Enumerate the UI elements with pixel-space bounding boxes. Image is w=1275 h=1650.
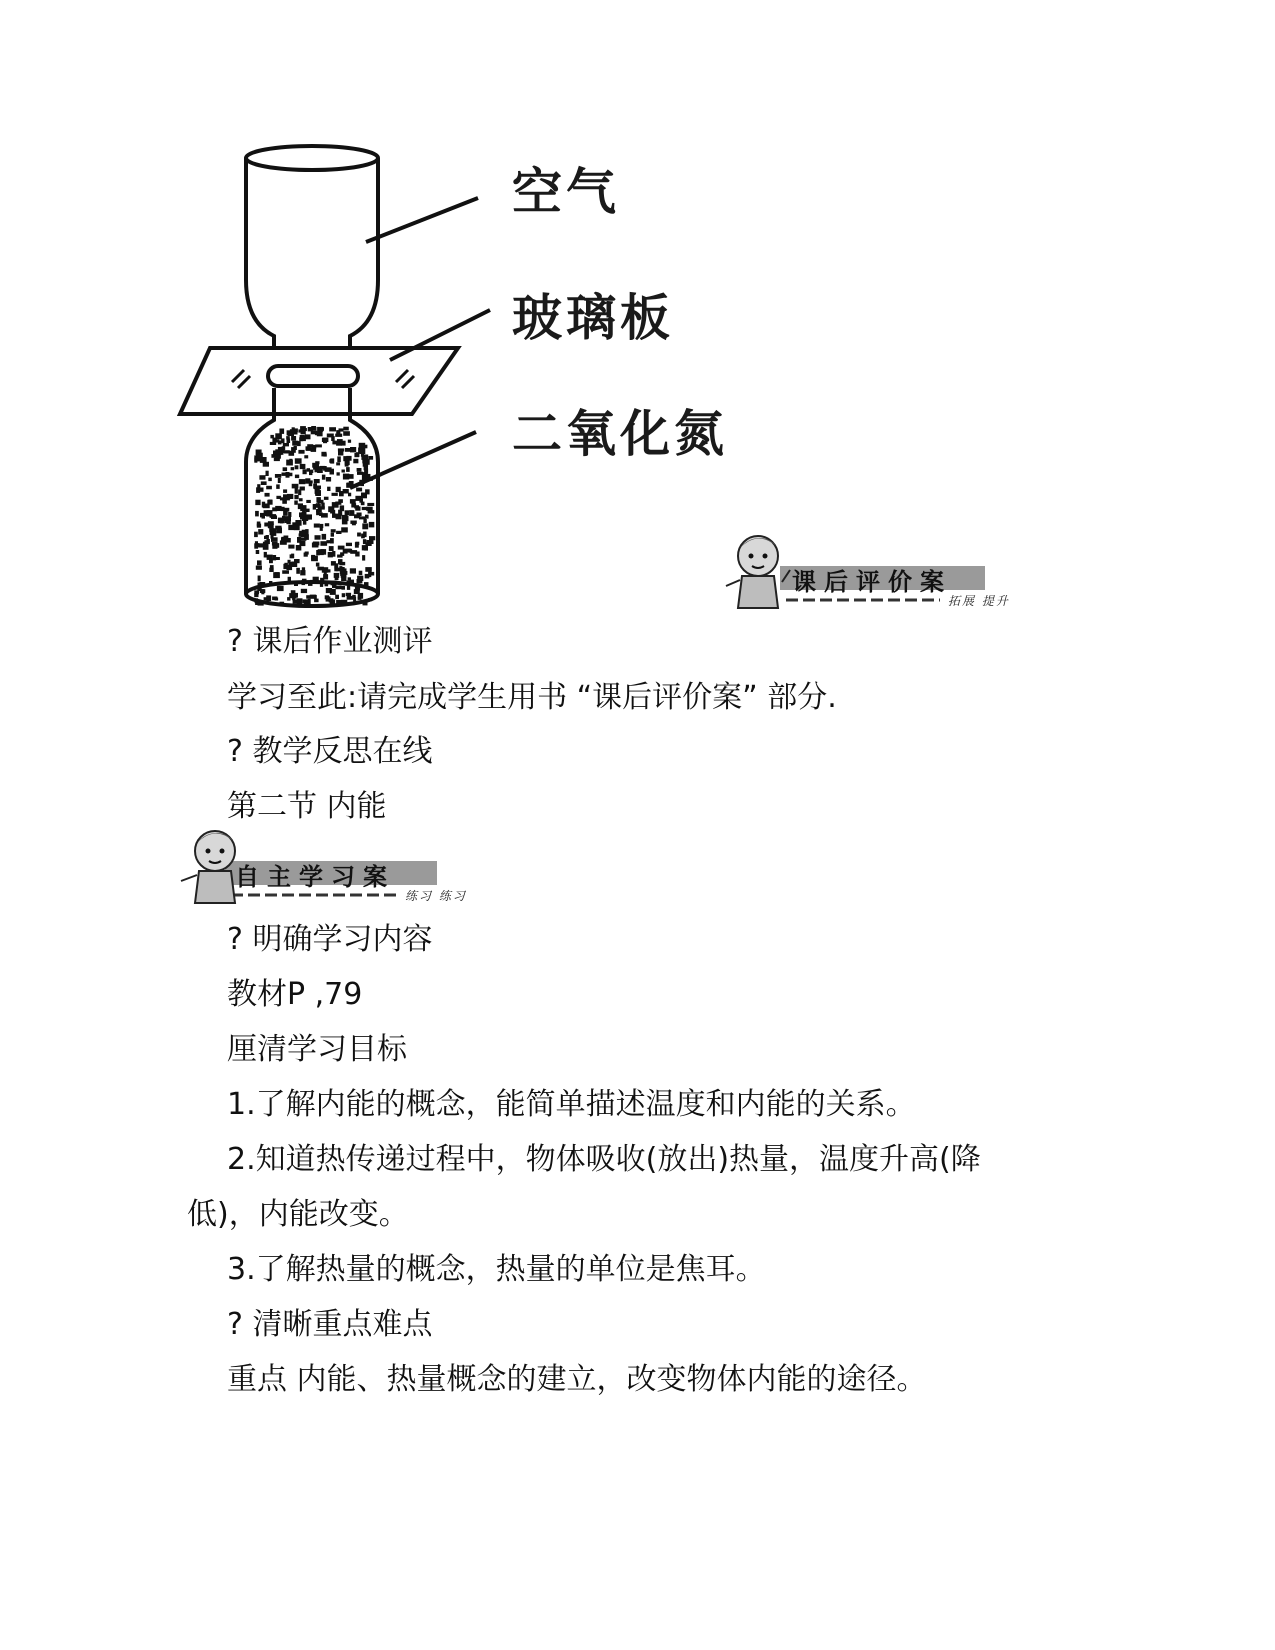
gas-particle [348, 440, 351, 443]
gas-particle [288, 577, 291, 583]
gas-particle [314, 483, 317, 489]
gas-particle [330, 589, 336, 595]
gas-particle [270, 442, 276, 445]
gas-particle [294, 495, 298, 499]
gas-particle [299, 498, 303, 501]
banner-self-study [175, 825, 485, 909]
gas-particle [363, 519, 366, 523]
gas-particle [282, 446, 286, 450]
gas-particle [292, 441, 298, 446]
gas-particle [335, 575, 339, 580]
gas-particle [266, 471, 269, 476]
gas-particle [323, 466, 327, 471]
bottles-diagram [170, 130, 770, 640]
gas-particle [336, 531, 341, 534]
gas-particle [320, 527, 323, 531]
gas-particle [327, 487, 330, 491]
gas-particle [274, 455, 281, 459]
gas-particle [292, 484, 299, 489]
gas-particle [271, 515, 277, 519]
gas-particle [255, 600, 259, 605]
gas-particle [273, 543, 279, 548]
gas-particle [357, 533, 361, 537]
heading-key-points: ? 清晰重点难点 [227, 1307, 433, 1342]
gas-particle [343, 431, 350, 436]
heading-teaching-reflection: ? 教学反思在线 [227, 734, 433, 769]
gas-particle [365, 489, 370, 494]
gas-particle [288, 545, 294, 549]
gas-particle [286, 436, 290, 440]
gas-particle [277, 586, 284, 591]
gas-particle [283, 467, 288, 471]
gas-particle [264, 552, 267, 558]
heading-learning-content: ? 明确学习内容 [227, 922, 433, 957]
gas-particle [283, 489, 287, 493]
gas-particle [352, 595, 356, 599]
banner-after-class [720, 530, 1030, 614]
gas-particle [255, 500, 260, 505]
gas-particle [275, 506, 281, 511]
gas-particle [362, 555, 365, 561]
goal-item-3: 3.了解热量的概念，热量的单位是焦耳。 [227, 1252, 766, 1287]
gas-particle [346, 467, 350, 472]
gas-particle [357, 579, 363, 583]
gas-particle [284, 563, 287, 567]
gas-particle [369, 522, 375, 528]
gas-particle [344, 571, 347, 575]
gas-particle [322, 567, 328, 573]
gas-particle [327, 434, 334, 438]
gas-particle [256, 566, 262, 570]
gas-particle [316, 510, 320, 515]
gas-particle [325, 523, 329, 526]
gas-particle [302, 580, 306, 585]
gas-particle [354, 505, 359, 508]
goal-item-1: 1.了解内能的概念，能简单描述温度和内能的关系。 [227, 1087, 916, 1122]
student-avatar-icon [181, 831, 235, 903]
gas-particle [300, 464, 306, 469]
gas-particle [305, 529, 308, 535]
heading-homework-assessment: ? 课后作业测评 [227, 624, 433, 659]
gas-particle [264, 540, 269, 544]
gas-particle [288, 433, 294, 436]
gas-particle [298, 547, 302, 551]
gas-particle [257, 560, 262, 565]
gas-particle [254, 532, 258, 537]
gas-particle [291, 436, 296, 441]
gas-particle [337, 555, 343, 558]
gas-particle [308, 427, 313, 431]
gas-particle [280, 602, 285, 606]
gas-particle [283, 443, 289, 446]
gas-particle [269, 558, 273, 563]
gas-particle [368, 598, 372, 601]
gas-particle [323, 438, 327, 444]
gas-particle [303, 469, 307, 474]
gas-particle [288, 512, 291, 517]
gas-particle [290, 429, 295, 433]
goal-item-2-continued: 低)，内能改变。 [187, 1197, 409, 1232]
gas-particle [340, 567, 345, 571]
gas-particle [283, 511, 288, 516]
gas-particle [331, 581, 337, 586]
gas-particle [288, 525, 294, 530]
gas-particle [355, 586, 360, 591]
gas-particle [335, 586, 341, 590]
gas-particle [321, 513, 328, 518]
gas-particle [346, 593, 351, 596]
gas-particle [358, 448, 362, 454]
gas-particle [282, 516, 285, 519]
gas-particle [257, 488, 264, 492]
gas-particle [268, 478, 272, 482]
gas-particle [272, 597, 277, 601]
gas-particle [320, 583, 323, 587]
gas-particle [350, 499, 356, 504]
gas-particle [298, 489, 301, 495]
gas-particle [286, 460, 293, 466]
gas-particle [324, 497, 329, 500]
banner-after-class-title: 课后评价案 [792, 568, 952, 596]
gas-particle [296, 568, 300, 574]
gas-particle [276, 528, 282, 534]
banner-self-study-subtitle: 练习 练习 [405, 889, 467, 903]
gas-particle [303, 599, 309, 603]
gas-particle [301, 589, 307, 593]
gas-particle [304, 553, 308, 557]
gas-particle [349, 510, 354, 516]
gas-particle [339, 428, 344, 431]
label-glass-plate: 玻璃板 [512, 289, 674, 347]
gas-particle [321, 503, 324, 508]
gas-particle [261, 481, 267, 485]
gas-particle [314, 479, 320, 483]
gas-particle [258, 583, 262, 587]
gas-particle [300, 570, 305, 575]
gas-particle [332, 514, 336, 518]
gas-particle [312, 543, 318, 547]
gas-particle [310, 595, 316, 599]
gas-particle [332, 441, 338, 445]
gas-particle [269, 568, 273, 572]
gas-particle [299, 531, 306, 536]
gas-particle [330, 459, 334, 463]
gas-particle [331, 529, 336, 532]
gas-particle [322, 534, 327, 540]
gas-particle [298, 450, 304, 454]
gas-particle [291, 467, 295, 470]
gas-particle [367, 503, 374, 506]
gas-particle [315, 490, 321, 496]
gas-particle [294, 501, 298, 505]
gas-particle [345, 510, 349, 515]
gas-particle [270, 435, 274, 439]
gas-particle [337, 456, 341, 462]
gas-particle [290, 554, 294, 558]
gas-particle [350, 447, 356, 452]
gas-particle [331, 533, 334, 537]
gas-particle [320, 541, 327, 546]
gas-particle [347, 580, 351, 583]
gas-particle [332, 493, 338, 496]
gas-particle [329, 546, 334, 551]
gas-particle [348, 493, 351, 497]
gas-particle [357, 513, 362, 517]
gas-particle [258, 576, 261, 582]
gas-particle [268, 500, 272, 505]
gas-particle [338, 450, 343, 456]
gas-particle [312, 427, 316, 431]
section-title: 第二节 内能 [227, 789, 387, 824]
gas-particle [323, 453, 326, 456]
gas-particle [304, 455, 308, 458]
gas-particle [338, 546, 345, 550]
textbook-reference: 教材P ,79 [227, 977, 363, 1012]
gas-particle [257, 522, 261, 527]
gas-particle [266, 535, 269, 539]
goal-item-2: 2.知道热传递过程中，物体吸收(放出)热量，温度升高(降 [227, 1142, 981, 1177]
gas-particle [259, 475, 265, 480]
gas-particle [332, 428, 336, 431]
gas-particle [362, 507, 368, 510]
banner-self-study-title: 自主学习案 [235, 863, 395, 891]
gas-particle [300, 435, 304, 441]
gas-particle [335, 595, 339, 599]
gas-particle [346, 543, 352, 546]
gas-particle [345, 549, 352, 553]
gas-particle [347, 586, 350, 590]
gas-particle [338, 559, 343, 564]
gas-particle [345, 460, 350, 465]
gas-particle [258, 543, 264, 547]
gas-particle [316, 563, 320, 567]
gas-particle [282, 500, 287, 504]
gas-particle [359, 571, 363, 575]
gas-particle [315, 432, 320, 435]
gas-particle [311, 448, 317, 452]
gas-particle [347, 474, 353, 479]
gas-particle [260, 589, 266, 593]
gas-particle [343, 515, 347, 519]
gas-particle [362, 523, 368, 529]
paragraph-instruction: 学习至此:请完成学生用书 “课后评价案” 部分. [227, 680, 837, 715]
gas-particle [269, 581, 272, 585]
gas-particle [336, 600, 342, 604]
gas-particle [300, 538, 306, 541]
gas-particle [271, 535, 274, 539]
gas-particle [342, 593, 345, 597]
gas-particle [291, 562, 297, 568]
gas-particle [275, 433, 282, 439]
gas-particle [315, 444, 322, 447]
gas-particle [276, 484, 280, 489]
gas-particle [364, 474, 370, 478]
gas-particle [315, 535, 321, 540]
gas-particle [281, 537, 287, 541]
gas-particle [288, 560, 291, 564]
gas-particle [274, 557, 280, 560]
gas-particle [275, 474, 281, 478]
gas-particle [365, 515, 369, 519]
gas-particle [282, 570, 289, 574]
gas-particle [364, 582, 369, 588]
gas-particle [292, 597, 295, 600]
gas-particle [342, 470, 345, 473]
gas-particle [357, 468, 362, 472]
gas-particle [370, 539, 374, 544]
key-points-text: 重点 内能、热量概念的建立，改变物体内能的途径。 [227, 1362, 927, 1397]
heading-learning-goals: 厘清学习目标 [227, 1032, 407, 1067]
gas-particle [318, 549, 324, 555]
gas-particle [329, 598, 334, 602]
gas-particle [314, 599, 319, 603]
gas-particle [306, 446, 311, 450]
gas-particle [328, 506, 334, 512]
gas-particle [336, 462, 340, 465]
gas-particle [322, 475, 326, 480]
gas-particle [273, 572, 280, 578]
gas-particle [268, 523, 272, 528]
gas-particle [266, 595, 271, 601]
gas-particle [287, 494, 293, 499]
gas-particle [306, 500, 311, 503]
gas-particle [265, 493, 270, 497]
gas-particle [348, 577, 351, 580]
gas-particle [316, 497, 321, 503]
gas-particle [295, 465, 299, 469]
gas-particle [352, 521, 356, 526]
gas-particle [310, 580, 315, 583]
gas-particle [299, 479, 306, 484]
gas-particle [270, 565, 274, 568]
gas-particle [341, 586, 345, 590]
gas-particle [295, 475, 299, 479]
gas-particle [256, 550, 260, 554]
diffusion-experiment-figure [170, 130, 770, 644]
gas-particle [368, 571, 371, 577]
gas-particle [365, 567, 372, 572]
gas-particle [363, 601, 368, 606]
gas-particle [295, 520, 301, 526]
gas-particle [313, 504, 316, 510]
gas-particle [364, 545, 368, 550]
gas-particle [310, 470, 313, 473]
gas-particle [350, 568, 356, 573]
gas-particle [278, 451, 283, 454]
gas-particle [328, 552, 333, 557]
gas-particle [279, 429, 284, 434]
banner-after-class-subtitle: 拓展 提升 [948, 594, 1010, 608]
gas-particle [317, 466, 322, 471]
gas-particle [300, 426, 306, 430]
gas-particle [343, 427, 349, 431]
gas-particle [305, 478, 310, 483]
gas-particle [368, 510, 375, 513]
gas-particle [287, 597, 290, 601]
gas-particle [278, 478, 281, 483]
gas-particle [266, 486, 272, 490]
gas-particle [338, 510, 342, 516]
gas-particle [286, 473, 293, 477]
gas-particle [337, 472, 340, 475]
label-nitrogen-dioxide: 二氧化氮 [512, 405, 728, 463]
gas-particle [339, 491, 344, 496]
label-air: 空气 [512, 163, 620, 221]
gas-particle [326, 477, 331, 482]
gas-particle [358, 593, 363, 599]
gas-particle [294, 582, 298, 586]
gas-particle [291, 590, 296, 593]
gas-particle [284, 450, 290, 453]
gas-particle [316, 503, 320, 508]
gas-particle [325, 581, 329, 586]
gas-particle [363, 532, 367, 538]
gas-particle [269, 528, 274, 532]
gas-particle [300, 505, 306, 511]
gas-particle [357, 472, 363, 475]
gas-particle [355, 542, 359, 545]
gas-particle [285, 519, 290, 523]
gas-particle [346, 483, 352, 488]
gas-particle [314, 524, 320, 528]
gas-particle [304, 517, 310, 520]
gas-particle [370, 478, 373, 481]
gas-particle [341, 527, 348, 532]
gas-particle [356, 488, 362, 492]
gas-particle [353, 459, 358, 464]
gas-particle [263, 462, 269, 467]
gas-particle [276, 496, 281, 499]
gas-particle [326, 540, 332, 543]
gas-particle [319, 427, 324, 431]
gas-particle [295, 458, 302, 464]
gas-particle [311, 556, 318, 562]
gas-particle [262, 514, 266, 518]
gas-particle [323, 574, 328, 579]
gas-particle [254, 458, 257, 463]
gas-particle [255, 511, 259, 517]
gas-particle [295, 488, 298, 494]
gas-particle [307, 468, 310, 472]
gas-particle [360, 482, 364, 486]
gas-particle [262, 502, 265, 508]
gas-particle [331, 561, 336, 566]
gas-particle [338, 499, 343, 503]
gas-particle [267, 510, 273, 515]
gas-particle [359, 498, 363, 503]
gas-particle [258, 529, 263, 534]
